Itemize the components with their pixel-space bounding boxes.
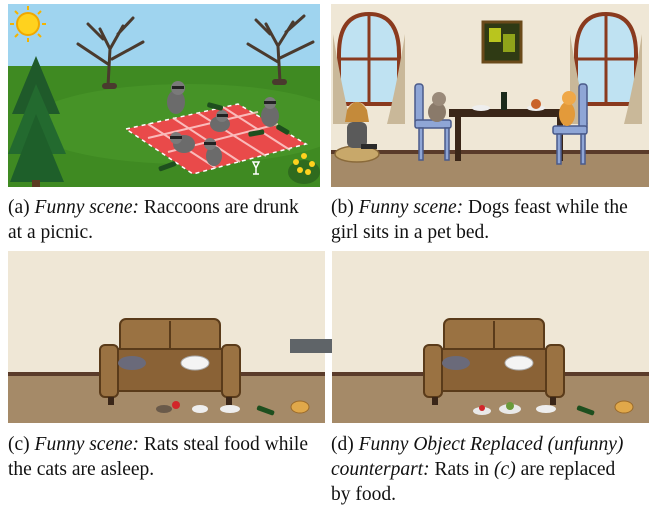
caption-a-label: Funny scene:	[34, 197, 140, 218]
panel-b-image	[331, 4, 649, 187]
caption-b	[331, 195, 631, 245]
sleeping-cat-left	[118, 356, 146, 370]
caption-c-label: Funny scene:	[34, 434, 140, 455]
living-room-food-illustration	[332, 251, 649, 423]
caption-a-text: Raccoons are drunk at a picnic.	[8, 197, 299, 243]
caption-b-marker: (b)	[331, 197, 354, 218]
sleeping-cat-right	[181, 356, 209, 370]
caption-d-figure-reference: (c)	[494, 459, 516, 480]
caption-d	[331, 432, 631, 507]
caption-c-text: Rats steal food while the cats are asleep.	[8, 434, 308, 480]
caption-a	[8, 195, 308, 245]
panel-c-image	[8, 251, 325, 423]
caption-c-marker: (c)	[8, 434, 30, 455]
caption-b-text: Dogs feast while the girl sits in a pet bed.	[331, 197, 628, 243]
living-room-rats-illustration	[8, 251, 325, 423]
sleeping-cat-left	[442, 356, 470, 370]
caption-b-label: Funny scene:	[358, 197, 464, 218]
caption-c	[8, 432, 308, 482]
wall-painting	[483, 22, 521, 62]
panel-a-image	[8, 4, 320, 187]
caption-d-label: Funny Object Replaced (unfunny) counterpart:	[331, 434, 624, 480]
caption-a-marker: (a)	[8, 197, 30, 218]
sleeping-cat-right	[505, 356, 533, 370]
caption-d-text-post: are replaced by food.	[331, 459, 616, 505]
caption-d-marker: (d)	[331, 434, 354, 455]
panel-d-image	[332, 251, 649, 423]
caption-d-text-pre: Rats in	[434, 459, 495, 480]
picnic-scene-illustration	[8, 4, 320, 187]
dining-scene-illustration	[331, 4, 649, 187]
